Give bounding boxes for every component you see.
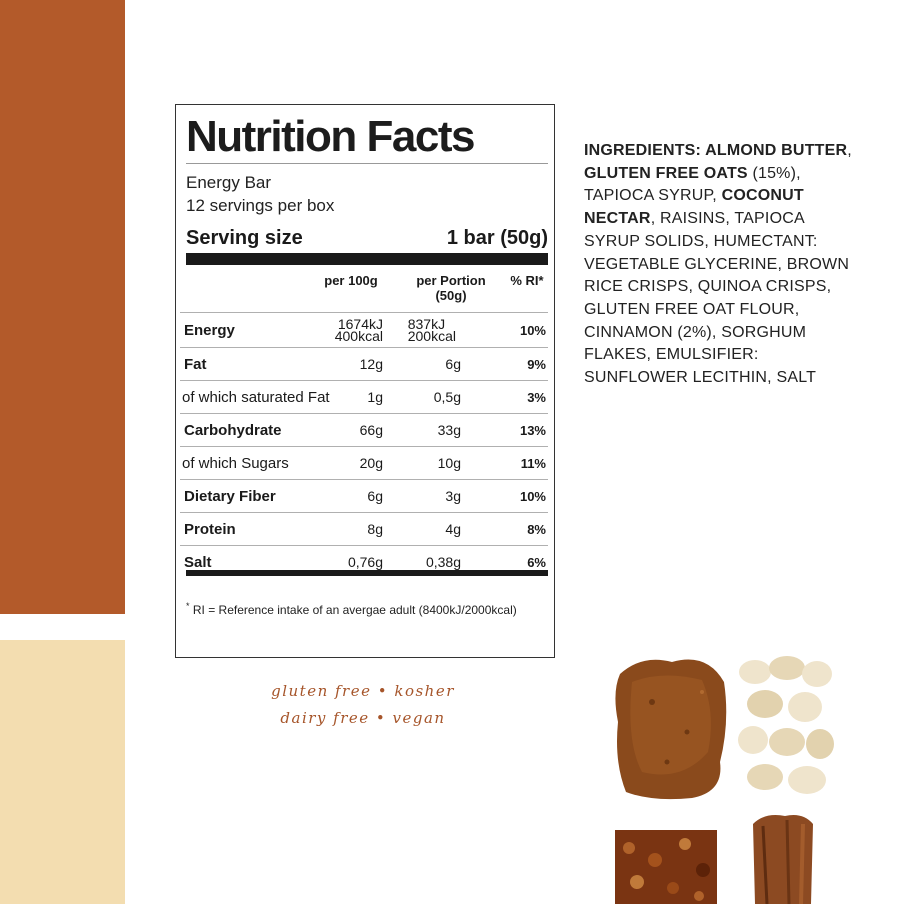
portion-header-line2: (50g) xyxy=(435,288,467,303)
product-name: Energy Bar xyxy=(186,173,272,192)
energy-kcal-portion: 200kcal xyxy=(407,328,456,344)
footnote-text: RI = Reference intake of an avergae adult (8400kJ/2000kcal) xyxy=(192,603,517,617)
row-portion: 6g xyxy=(445,356,461,372)
row-portion: 0,38g xyxy=(425,554,461,570)
row-name: Energy xyxy=(184,321,235,339)
row-per100: 8g xyxy=(367,521,383,537)
row-portion: 10g xyxy=(437,455,461,471)
cream-color-band xyxy=(0,640,125,904)
table-row xyxy=(180,312,548,347)
row-ri: 9% xyxy=(527,356,546,372)
nutrition-facts-label xyxy=(175,104,555,658)
row-per100: 12g xyxy=(359,356,383,372)
table-row xyxy=(180,347,548,380)
row-per100 xyxy=(335,318,383,342)
cinnamon-sticks-image xyxy=(745,812,820,904)
energy-bar-image xyxy=(615,830,717,904)
serving-size-row xyxy=(186,227,548,250)
energy-kj-per100: 1674kJ xyxy=(337,316,383,332)
table-row xyxy=(180,446,548,479)
row-ri: 8% xyxy=(527,521,546,537)
row-per100: 6g xyxy=(367,488,383,504)
row-per100: 0,76g xyxy=(347,554,383,570)
row-ri: 3% xyxy=(527,389,546,405)
ingredients-bold-3: GLUTEN FREE OATS xyxy=(584,164,748,182)
row-portion: 3g xyxy=(445,488,461,504)
row-ri: 10% xyxy=(519,488,546,504)
footnote-mark: * xyxy=(186,601,190,611)
cinnamon-powder-image xyxy=(612,652,730,802)
diet-badges xyxy=(248,678,478,732)
row-name: of which Sugars xyxy=(182,454,289,472)
row-portion: 0,5g xyxy=(433,389,461,405)
row-portion: 33g xyxy=(437,422,461,438)
ingredients-bold-1: INGREDIENTS: ALMOND BUTTER xyxy=(584,142,848,159)
brown-color-band xyxy=(0,0,125,614)
table-row xyxy=(180,413,548,446)
energy-kcal-per100: 400kcal xyxy=(334,328,383,344)
ingredients-list xyxy=(584,140,854,390)
serving-size-value: 1 bar (50g) xyxy=(446,227,548,249)
row-ri: 11% xyxy=(520,455,546,471)
column-header-ri: % RI* xyxy=(510,273,544,288)
nutrition-table xyxy=(180,312,548,578)
badge-line-2: dairy free • vegan xyxy=(280,709,446,727)
row-per100: 1g xyxy=(367,389,383,405)
servings-per-box: 12 servings per box xyxy=(186,196,335,215)
row-name: Protein xyxy=(184,520,236,538)
row-name: Carbohydrate xyxy=(184,421,282,439)
footnote xyxy=(186,601,517,617)
row-ri: 6% xyxy=(527,554,546,570)
nutrition-facts-title: Nutrition Facts xyxy=(186,112,474,161)
ingredients-text-6: , RAISINS, TAPIOCA SYRUP SOLIDS, HUMECTANT: VEGETABLE GLYCERINE, BROWN RICE CRISPS, QUINOA CRISPS, GLUTEN FREE OAT FLOUR, CINNAMON (2%), SORGHUM FLAKES, EMULSIFIER: SUNFLOWER LECITHIN, SALT xyxy=(584,210,850,387)
row-name: of which saturated Fat xyxy=(182,388,330,406)
row-per100: 66g xyxy=(359,422,383,438)
thick-divider xyxy=(186,253,548,265)
row-per100: 20g xyxy=(359,455,383,471)
table-row xyxy=(180,380,548,413)
row-name: Dietary Fiber xyxy=(184,487,276,505)
oats-image xyxy=(735,652,835,802)
ingredients-bold-5: COCONUT NECTAR xyxy=(584,187,804,228)
ingredients-text-2: , xyxy=(847,142,852,159)
row-name: Salt xyxy=(184,553,212,571)
column-header-per100: per 100g xyxy=(324,273,378,288)
ingredients-text-4: (15%), TAPIOCA SYRUP, xyxy=(584,164,801,205)
serving-size-label: Serving size xyxy=(186,227,303,249)
title-divider xyxy=(186,163,548,164)
portion-header-line1: per Portion xyxy=(416,273,486,288)
badge-line-1: gluten free • kosher xyxy=(271,682,455,700)
table-row xyxy=(180,479,548,512)
row-portion: 4g xyxy=(445,521,461,537)
row-ri: 13% xyxy=(519,422,546,438)
table-row xyxy=(180,512,548,545)
row-portion xyxy=(408,318,456,342)
row-name: Fat xyxy=(184,355,207,373)
column-header-portion xyxy=(401,273,501,303)
energy-kj-portion: 837kJ xyxy=(407,316,446,332)
bottom-divider xyxy=(186,570,548,576)
row-ri: 10% xyxy=(519,322,546,338)
